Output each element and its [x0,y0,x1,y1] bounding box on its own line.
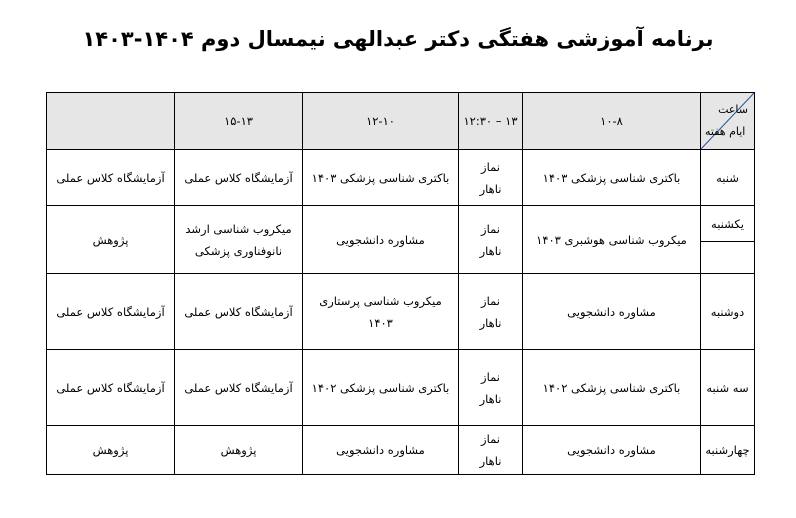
schedule-cell: آزمایشگاه کلاس عملی [47,350,175,426]
schedule-cell: آزمایشگاه کلاس عملی [175,274,303,350]
schedule-cell: آزمایشگاه کلاس عملی [47,274,175,350]
schedule-cell: مشاوره دانشجویی [523,426,701,475]
break-cell [459,150,523,206]
corner-days-label: ایام هفته [705,125,746,138]
schedule-cell: باکتری شناسی پزشکی ۱۴۰۳ [303,150,459,206]
day-cell: چهارشنبه [701,426,755,475]
schedule-cell: پژوهش [47,426,175,475]
page-title: برنامه آموزشی هفتگی دکتر عبدالهی نیمسال دوم ۱۴۰۴-۱۴۰۳ [82,27,714,51]
table-row [47,206,755,242]
header-slot-5 [47,93,175,150]
schedule-cell: آزمایشگاه کلاس عملی [175,150,303,206]
schedule-cell: باکتری شناسی پزشکی ۱۴۰۳ [523,150,701,206]
schedule-cell [175,206,303,274]
day-cell: شنبه [701,150,755,206]
break-prayer-label: نماز [481,432,500,446]
schedule-cell [303,274,459,350]
schedule-cell: آزمایشگاه کلاس عملی [47,150,175,206]
header-row [47,93,755,150]
corner-header-cell [701,93,755,150]
break-prayer-label: نماز [481,293,500,308]
break-cell [459,350,523,426]
schedule-cell: پژوهش [175,426,303,475]
schedule-cell: باکتری شناسی پزشکی ۱۴۰۲ [523,350,701,426]
break-prayer-label: نماز [481,221,500,236]
course-line-2: نانوفناوری پزشکی [194,243,283,258]
break-cell [459,426,523,475]
table-row [47,150,755,206]
schedule-cell: مشاوره دانشجویی [303,426,459,475]
schedule-cell: مشاوره دانشجویی [523,274,701,350]
table-row [47,274,755,350]
table-row [47,350,755,426]
break-cell [459,274,523,350]
day-cell: سه شنبه [701,350,755,426]
break-cell [459,206,523,274]
schedule-cell: میکروب شناسی هوشبری ۱۴۰۳ [523,206,701,274]
break-lunch-label: ناهار [479,243,502,258]
header-slot-1: ۱۰-۸ [523,93,701,150]
break-prayer-label: نماز [481,159,500,174]
course-line-1: میکروب شناسی ارشد [185,221,292,236]
schedule-cell: باکتری شناسی پزشکی ۱۴۰۲ [303,350,459,426]
course-line-1: میکروب شناسی پرستاری [319,293,442,308]
break-lunch-label: ناهار [479,454,502,468]
schedule-cell: آزمایشگاه کلاس عملی [175,350,303,426]
schedule-table [46,92,755,475]
course-line-2: ۱۴۰۳ [368,315,393,330]
break-lunch-label: ناهار [479,315,502,330]
table-row [47,426,755,475]
day-cell-empty [701,242,755,274]
header-slot-3: ۱۲-۱۰ [303,93,459,150]
schedule-cell: مشاوره دانشجویی [303,206,459,274]
break-prayer-label: نماز [481,369,500,384]
corner-time-label: ساعت [718,103,748,116]
day-cell: دوشنبه [701,274,755,350]
diagonal-divider [701,93,754,149]
day-cell: یکشنبه [701,206,755,242]
break-lunch-label: ناهار [479,391,502,406]
break-lunch-label: ناهار [479,181,502,196]
schedule-cell: پژوهش [47,206,175,274]
header-slot-2: ۱۳ – ۱۲:۳۰ [459,93,523,150]
header-slot-4: ۱۵-۱۳ [175,93,303,150]
